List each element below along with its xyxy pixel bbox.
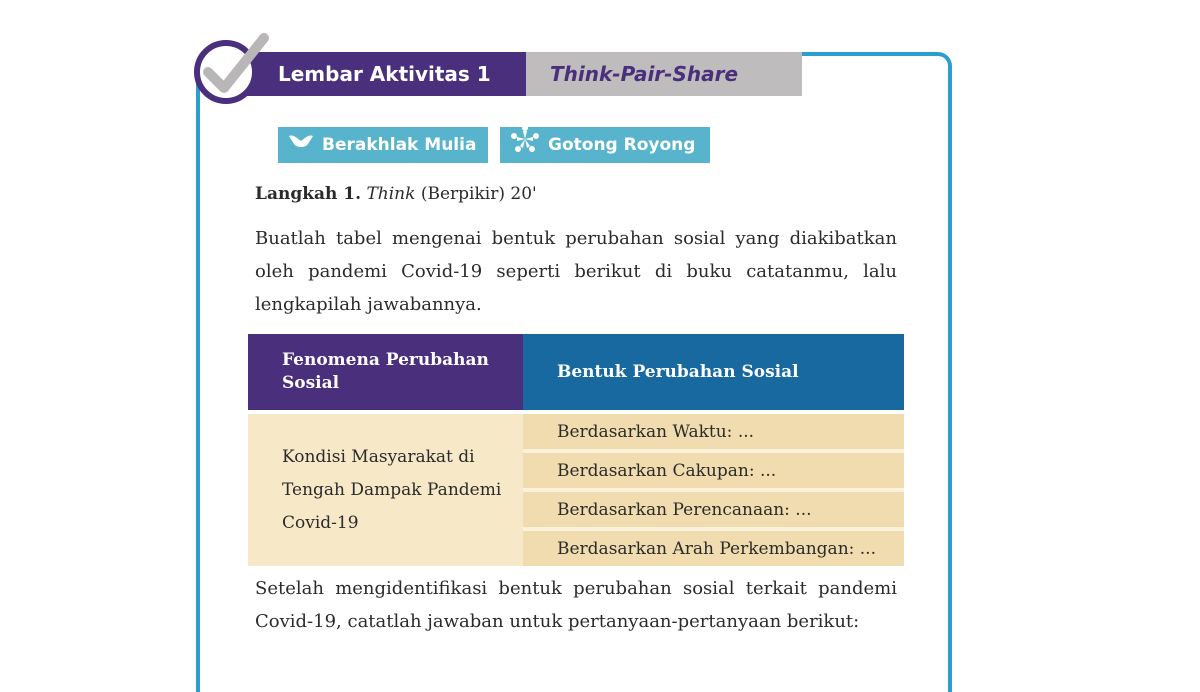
hands-icon bbox=[288, 127, 314, 163]
followup-text: Setelah mengidentifikasi bentuk perubahan sosial terkait pandemi Covid-19, catatlah jawaban untuk pertanyaan-pertanyaan berikut: bbox=[255, 578, 897, 632]
step-keyword: Think bbox=[366, 184, 416, 204]
tag-berakhlak-mulia bbox=[278, 127, 488, 163]
header-form: Bentuk Perubahan Sosial bbox=[523, 334, 904, 412]
form-cell-scope: Berdasarkan Cakupan: ... bbox=[523, 451, 904, 490]
form-cell-planning: Berdasarkan Perencanaan: ... bbox=[523, 490, 904, 529]
tag-label: Gotong Royong bbox=[548, 135, 696, 155]
social-change-table bbox=[248, 334, 904, 566]
form-cell-time: Berdasarkan Waktu: ... bbox=[523, 412, 904, 451]
checkmark-icon bbox=[194, 40, 258, 104]
form-cell-direction: Berdasarkan Arah Perkembangan: ... bbox=[523, 529, 904, 566]
tag-gotong-royong bbox=[500, 127, 710, 163]
step-heading bbox=[255, 184, 537, 204]
header-phenomenon: Fenomena Perubahan Sosial bbox=[248, 334, 523, 412]
step-number: Langkah 1. bbox=[255, 184, 362, 204]
instruction-text: Buatlah tabel mengenai bentuk perubahan sosial yang diakibatkan oleh pandemi Covid-19 seperti berikut di buku catatanmu, lalu lengkapilah jawabannya. bbox=[255, 228, 897, 315]
tag-label: Berakhlak Mulia bbox=[322, 135, 477, 155]
activity-method: Think-Pair-Share bbox=[526, 52, 802, 96]
phenomenon-cell: Kondisi Masyarakat di Tengah Dampak Pandemi Covid-19 bbox=[248, 412, 523, 566]
activity-title: Lembar Aktivitas 1 bbox=[232, 52, 526, 96]
people-circle-icon bbox=[510, 124, 540, 167]
step-detail: (Berpikir) 20' bbox=[420, 184, 537, 204]
